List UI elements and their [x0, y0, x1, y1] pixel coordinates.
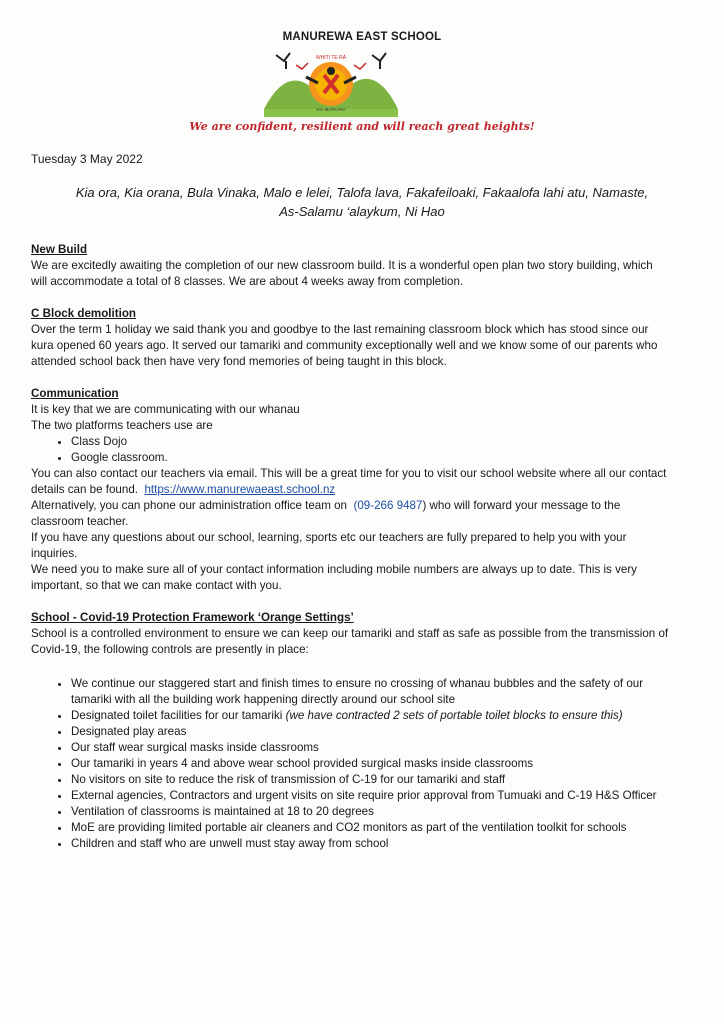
list-item: • We continue our staggered start and finish times to ensure no crossing of whanau bubbles and the safety of our tamariki with all the building work happening directly around our school site: [71, 676, 671, 708]
greeting: [40, 183, 684, 221]
communication-line-1: It is key that we are communicating with our whanau: [31, 403, 300, 416]
list-item: • Our staff wear surgical masks inside classrooms: [71, 740, 671, 756]
phone-after: ) who will forward your message to the classroom teacher.: [31, 499, 621, 528]
svg-text:KIA MATAARA: KIA MATAARA: [316, 107, 346, 112]
section-c-block: [31, 306, 671, 370]
greeting-line-1: Kia ora, Kia orana, Bula Vinaka, Malo e lelei, Talofa lava, Fakafeiloaki, Fakaalofa lahi atu, Namaste,: [75, 185, 649, 200]
list-item: • Designated toilet facilities for our tamariki (we have contracted 2 sets of portable toilet blocks to ensure this): [71, 708, 671, 724]
list-item: • Our tamariki in years 4 and above wear school provided surgical masks inside classrooms: [71, 756, 671, 772]
section-text: Over the term 1 holiday we said thank you and goodbye to the last remaining classroom block which has stood since our kura opened 60 years ago. It served our tamariki and community exceptionally well and we know some of our parents who attended school back then have very fond memories of being taught in this block.: [31, 323, 658, 368]
school-website-link[interactable]: https://www.manurewaeast.school.nz: [144, 483, 336, 496]
covid-controls-list: [31, 676, 671, 852]
section-covid: [31, 610, 671, 852]
section-heading: C Block demolition: [31, 307, 136, 320]
email-paragraph: [31, 466, 671, 498]
list-item: • Google classroom.: [71, 450, 671, 466]
platform-list: [31, 434, 671, 466]
greeting-line-2: As-Salamu ‘alaykum, Ni Hao: [279, 204, 445, 219]
list-item: • Class Dojo: [71, 434, 671, 450]
contact-info-text: We need you to make sure all of your contact information including mobile numbers are always up to date. This is very important, so that we can make contact with you.: [31, 563, 637, 592]
list-item: • Ventilation of classrooms is maintained at 18 to 20 degrees: [71, 804, 671, 820]
phone-before: Alternatively, you can phone our administration office team on: [31, 499, 348, 512]
section-heading: School - Covid-19 Protection Framework ‘Orange Settings’: [31, 611, 354, 624]
list-item: • No visitors on site to reduce the risk of transmission of C-19 for our tamariki and staff: [71, 772, 671, 788]
phone-paragraph: [31, 498, 671, 530]
school-motto: We are confident, resilient and will reach great heights!: [189, 120, 535, 133]
list-item: • MoE are providing limited portable air cleaners and CO2 monitors as part of the ventilation toolkit for schools: [71, 820, 671, 836]
list-item: • External agencies, Contractors and urgent visits on site require prior approval from Tumuaki and C-19 H&S Officer: [71, 788, 671, 804]
section-heading: Communication: [31, 387, 119, 400]
list-item: • Designated play areas: [71, 724, 671, 740]
school-logo: [256, 47, 406, 121]
school-name: MANUREWA EAST SCHOOL: [282, 31, 442, 43]
email-text: You can also contact our teachers via email. This will be a great time for you to visit our school website where all our contact details can be found.: [31, 467, 667, 496]
questions-text: If you have any questions about our school, learning, sports etc our teachers are fully prepared to help you with your inquiries.: [31, 531, 627, 560]
newsletter-date: Tuesday 3 May 2022: [31, 152, 143, 166]
section-text: We are excitedly awaiting the completion of our new classroom build. It is a wonderful open plan two story building, which will accommodate a total of 8 classes. We are about 4 weeks away from completion.: [31, 259, 653, 288]
covid-intro: School is a controlled environment to ensure we can keep our tamariki and staff as safe as possible from the transmission of Covid-19, the following controls are presently in place:: [31, 627, 669, 656]
newsletter-body: [31, 242, 671, 868]
section-new-build: [31, 242, 671, 290]
list-item: • Children and staff who are unwell must stay away from school: [71, 836, 671, 852]
phone-number[interactable]: (09-266 9487: [353, 499, 423, 512]
svg-text:WHITI TE RĀ: WHITI TE RĀ: [315, 55, 347, 61]
section-heading: New Build: [31, 243, 88, 256]
communication-line-2: The two platforms teachers use are: [31, 419, 213, 432]
section-communication: [31, 386, 671, 594]
